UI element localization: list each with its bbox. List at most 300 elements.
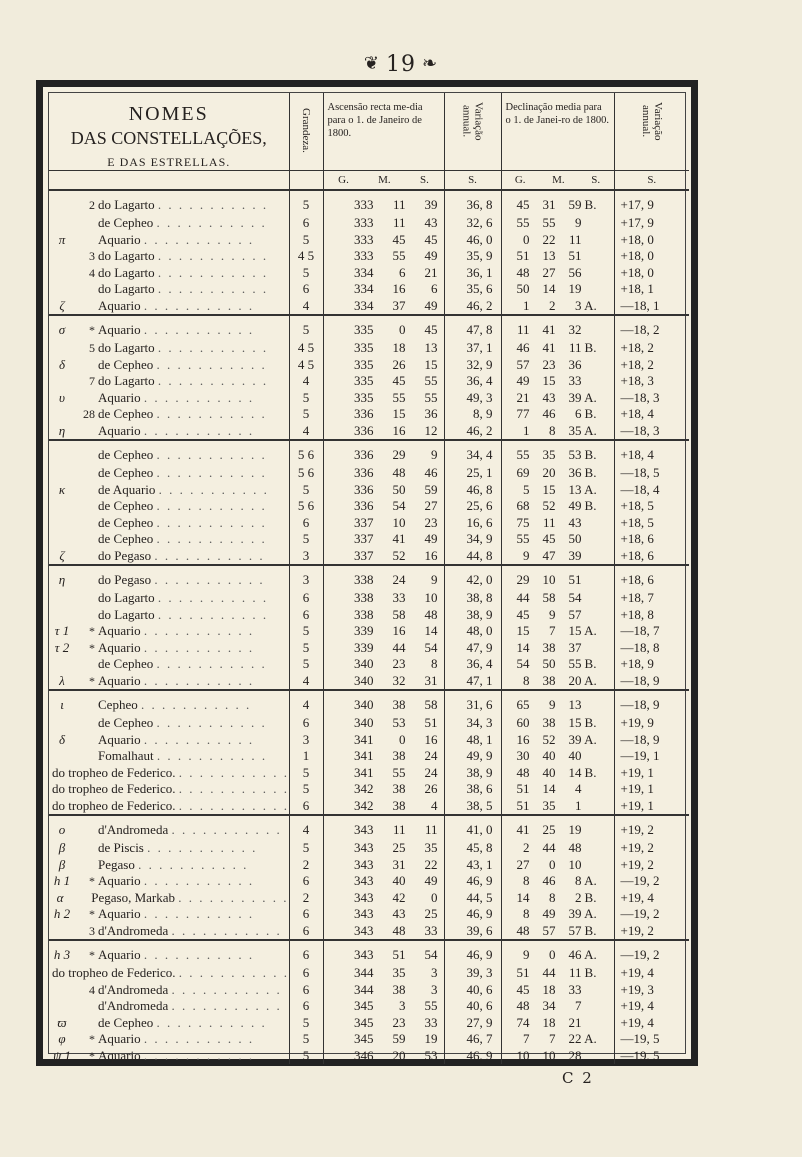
- dec-degrees: 50: [516, 281, 530, 296]
- dec-hemisphere: [582, 265, 600, 282]
- dec-var-unit: S.: [614, 171, 689, 191]
- ra-cell: [323, 640, 444, 657]
- dec-cell: [501, 440, 614, 465]
- star-name-cell: [49, 482, 289, 499]
- dec-degrees: 57: [516, 356, 530, 372]
- magnitude-cell: 5: [289, 640, 323, 657]
- ra-variation-cell: 35, 9: [444, 248, 501, 265]
- magnitude-cell: 6: [289, 590, 323, 607]
- ra-minutes: 26: [392, 356, 406, 372]
- ra-degrees: 337: [354, 547, 374, 563]
- dec-variation-cell: +19, 1: [614, 765, 689, 782]
- table-row: [49, 190, 689, 215]
- star-name-wrap: [52, 798, 289, 815]
- leader-dots: . . . . . . . . . . .: [138, 856, 249, 872]
- star-number: [75, 465, 98, 482]
- star-number: 28: [83, 407, 95, 421]
- star-name: do Lagarto: [98, 590, 155, 605]
- star-number: *: [89, 947, 95, 962]
- star-name-wrap: [98, 406, 289, 423]
- star-name: de Cepheo: [98, 406, 154, 421]
- dec-hemisphere: B.: [584, 340, 597, 355]
- dec-minutes: 0: [549, 856, 556, 872]
- dec-seconds: 39: [568, 547, 582, 563]
- ra-seconds: 26: [424, 781, 438, 796]
- dec-hemisphere: [582, 697, 600, 714]
- star-name-wrap: [98, 640, 289, 657]
- dec-minutes: 58: [542, 590, 556, 605]
- star-name-wrap: [98, 298, 289, 315]
- dec-hemisphere: B.: [584, 764, 597, 780]
- dec-variation-cell: +18, 2: [614, 340, 689, 357]
- dec-minutes: 7: [549, 1031, 556, 1046]
- dec-cell: [501, 482, 614, 499]
- ra-variation-cell: 8, 9: [444, 406, 501, 423]
- star-name-cell: [49, 623, 289, 640]
- ra-variation-cell: 36, 1: [444, 265, 501, 282]
- ra-degrees: 333: [354, 231, 374, 247]
- ra-variation-cell: 46, 8: [444, 482, 501, 499]
- dec-variation-cell: +19, 9: [614, 715, 689, 732]
- dec-cell: [501, 673, 614, 691]
- ra-seconds: 49: [424, 873, 438, 888]
- star-number: [75, 857, 98, 874]
- ra-minutes: 16: [392, 422, 406, 438]
- star-name-wrap: [52, 765, 289, 782]
- dec-degrees: 60: [516, 715, 530, 730]
- ra-variation-cell: 25, 6: [444, 498, 501, 515]
- ra-minutes: 55: [392, 389, 406, 405]
- ra-cell: [323, 232, 444, 249]
- leader-dots: . . . . . . . . . . .: [156, 514, 267, 530]
- ra-degrees: 343: [354, 873, 374, 888]
- dec-degrees: 0: [523, 231, 530, 247]
- ra-cell: [323, 940, 444, 965]
- dec-degrees: 45: [516, 981, 530, 997]
- ra-degrees: 336: [354, 422, 374, 438]
- magnitude-cell: 5: [289, 765, 323, 782]
- ra-degrees: 343: [354, 906, 374, 921]
- dec-minutes: 13: [542, 248, 556, 263]
- star-number: 2: [89, 197, 95, 212]
- star-name: Aquario: [98, 623, 141, 638]
- greek-letter: ι: [60, 696, 64, 712]
- table-row: [49, 340, 689, 357]
- leader-dots: . . . . . . . . . . .: [157, 248, 269, 263]
- star-name-cell: [49, 781, 289, 798]
- ra-variation-cell: 41, 0: [444, 815, 501, 840]
- ra-cell: [323, 815, 444, 840]
- table-row: [49, 690, 689, 715]
- dec-variation-cell: +17, 9: [614, 215, 689, 232]
- header-row: [49, 93, 689, 171]
- star-name-wrap: [98, 340, 289, 357]
- dec-cell: [501, 623, 614, 640]
- dec-hemisphere: B.: [584, 965, 597, 980]
- dec-variation-cell: —18, 4: [614, 482, 689, 499]
- dec-variation-cell: —18, 9: [614, 690, 689, 715]
- page-number: 19: [386, 52, 416, 77]
- ra-minutes: 29: [392, 446, 406, 462]
- ra-variation-cell: 38, 9: [444, 765, 501, 782]
- table-row: [49, 840, 689, 857]
- ra-seconds: 45: [424, 231, 438, 247]
- dec-cell: [501, 515, 614, 532]
- star-name: de Cepheo: [98, 1014, 154, 1030]
- dec-minutes: 47: [542, 547, 556, 563]
- ra-cell: [323, 1015, 444, 1032]
- leader-dots: . . . . . . . . . . .: [178, 965, 289, 980]
- dec-variation-cell: +19, 4: [614, 890, 689, 907]
- star-name: de Cepheo: [98, 465, 154, 480]
- dec-hemisphere: B.: [584, 498, 597, 513]
- ra-minutes: 55: [392, 248, 406, 263]
- ra-seconds: 3: [431, 981, 438, 997]
- dec-degrees: 48: [516, 764, 530, 780]
- star-name-wrap: [98, 697, 289, 714]
- star-number: [75, 590, 98, 607]
- magnitude-cell: 6: [289, 607, 323, 624]
- magnitude-cell: 5: [289, 265, 323, 282]
- dec-degrees: 48: [516, 264, 530, 280]
- dec-seconds: 7: [575, 998, 582, 1013]
- dec-minutes: 52: [542, 498, 556, 513]
- ra-seconds: 43: [424, 215, 438, 230]
- magnitude-cell: 6: [289, 798, 323, 816]
- page-header: [0, 52, 802, 77]
- ra-seconds: 55: [424, 389, 438, 405]
- ra-degrees: 335: [354, 373, 374, 388]
- ra-degrees: 335: [354, 340, 374, 355]
- table-row: [49, 440, 689, 465]
- ra-minutes: 16: [392, 281, 406, 296]
- magnitude-cell: 6: [289, 715, 323, 732]
- star-name-cell: [49, 748, 289, 765]
- dec-variation-cell: —19, 2: [614, 906, 689, 923]
- greek-letter: τ 1: [54, 623, 70, 638]
- dec-minutes: 22: [542, 231, 556, 247]
- ra-variation-cell: 47, 9: [444, 640, 501, 657]
- ra-variation-cell: 32, 9: [444, 357, 501, 374]
- ra-minutes: 48: [392, 922, 406, 938]
- ra-cell: [323, 373, 444, 390]
- star-name: do tropheo de Federico.: [52, 797, 176, 813]
- leader-dots: . . . . . . . . . . .: [156, 406, 267, 421]
- dec-seconds: 48: [568, 840, 582, 855]
- dec-degrees: 41: [516, 821, 530, 837]
- units-empty-mag: [289, 171, 323, 191]
- dec-variation-cell: +19, 4: [614, 1015, 689, 1032]
- ra-minutes: 25: [392, 840, 406, 855]
- ra-variation-cell: 43, 1: [444, 857, 501, 874]
- table-row: [49, 748, 689, 765]
- dec-seconds: 39: [568, 389, 582, 405]
- greek-letter: ψ 1: [53, 1047, 71, 1063]
- ra-degrees: 338: [354, 571, 374, 587]
- star-number: *: [89, 322, 95, 337]
- star-name: do Pegaso: [98, 547, 152, 563]
- star-number: [75, 390, 98, 407]
- dec-degrees: 55: [516, 215, 530, 230]
- ra-minutes: 0: [399, 321, 406, 337]
- ra-minutes: 38: [392, 696, 406, 712]
- table-row: [49, 531, 689, 548]
- greek-letter: λ: [59, 672, 65, 688]
- star-name-wrap: [98, 572, 289, 589]
- table-row: [49, 815, 689, 840]
- dec-hemisphere: [582, 232, 600, 249]
- ra-minutes: 0: [399, 731, 406, 747]
- magnitude-cell: 5: [289, 531, 323, 548]
- greek-letter: φ: [58, 1031, 66, 1046]
- ra-cell: [323, 840, 444, 857]
- greek-letter: π: [58, 231, 66, 247]
- magnitude-cell: 5: [289, 781, 323, 798]
- ra-variation-cell: 49, 3: [444, 390, 501, 407]
- leader-dots: . . . . . . . . . . .: [178, 764, 289, 780]
- dec-variation-cell: —18, 9: [614, 732, 689, 749]
- ra-minutes: 40: [392, 873, 406, 888]
- star-name-wrap: [98, 998, 289, 1015]
- leader-dots: . . . . . . . . . . .: [171, 821, 282, 837]
- ra-cell: [323, 607, 444, 624]
- star-name: do Lagarto: [98, 281, 155, 296]
- dec-minutes: 44: [542, 840, 556, 855]
- greek-letter: ζ: [59, 297, 65, 313]
- table-row: [49, 498, 689, 515]
- leader-dots: . . . . . . . . . . .: [157, 590, 269, 605]
- dec-variation-cell: +19, 2: [614, 840, 689, 857]
- units-empty: [49, 171, 289, 191]
- magnitude-cell: 4: [289, 298, 323, 316]
- table-row: [49, 1048, 689, 1065]
- ra-cell: [323, 265, 444, 282]
- greek-letter: h 2: [53, 906, 71, 921]
- star-name-wrap: [98, 906, 289, 923]
- star-number: [75, 498, 98, 515]
- star-name-cell: [49, 298, 289, 316]
- dec-seconds: 11: [568, 340, 582, 355]
- dec-cell: [501, 890, 614, 907]
- star-number: *: [89, 640, 95, 655]
- dec-cell: [501, 565, 614, 590]
- dec-hemisphere: [582, 590, 600, 607]
- ra-degrees: 343: [354, 922, 374, 938]
- star-name: do tropheo de Federico.: [52, 764, 176, 780]
- dec-variation-cell: +18, 0: [614, 248, 689, 265]
- ra-seconds: 16: [424, 731, 438, 747]
- ra-minutes: 11: [392, 196, 406, 212]
- magnitude-cell: 6: [289, 982, 323, 999]
- ra-seconds: 12: [424, 422, 438, 438]
- dec-degrees: 51: [516, 965, 530, 980]
- magnitude-cell: 4: [289, 423, 323, 441]
- ra-minutes: 6: [399, 264, 406, 280]
- dec-seconds: 13: [568, 481, 582, 497]
- leader-dots: . . . . . . . . . . .: [157, 606, 269, 622]
- greek-letter: [49, 265, 75, 282]
- magnitude-cell: 6: [289, 998, 323, 1015]
- dec-variation-cell: +18, 2: [614, 357, 689, 374]
- dec-degrees: 16: [516, 731, 530, 747]
- table-inner-border: [48, 92, 686, 1063]
- dec-cell: [501, 298, 614, 316]
- star-name-cell: [49, 640, 289, 657]
- dec-hemisphere: [582, 822, 600, 839]
- ra-variation-cell: 39, 3: [444, 965, 501, 982]
- table-row: [49, 548, 689, 566]
- ra-variation-cell: 46, 9: [444, 873, 501, 890]
- ra-seconds: 16: [424, 547, 438, 563]
- ra-minutes: 54: [392, 498, 406, 513]
- ra-seconds: 24: [424, 764, 438, 780]
- ra-seconds: 13: [424, 340, 438, 355]
- magnitude-cell: 5: [289, 656, 323, 673]
- star-name-cell: [49, 190, 289, 215]
- ra-cell: [323, 623, 444, 640]
- greek-letter: h 1: [53, 873, 71, 888]
- dec-seconds: 53: [568, 446, 582, 462]
- star-name-cell: [49, 890, 289, 907]
- dec-minutes: 40: [542, 748, 556, 763]
- star-name-wrap: [98, 531, 289, 548]
- star-name-wrap: [98, 447, 289, 464]
- star-name-wrap: [98, 923, 289, 940]
- dec-minutes: 25: [542, 821, 556, 837]
- ra-variation-cell: 46, 0: [444, 232, 501, 249]
- ra-degrees: 340: [354, 672, 374, 688]
- ra-seconds: 24: [424, 748, 438, 763]
- leader-dots: . . . . . . . . . . .: [157, 281, 269, 296]
- dec-minutes: 46: [542, 873, 556, 888]
- ra-degrees: 337: [354, 531, 374, 546]
- ra-cell: [323, 906, 444, 923]
- signature-mark: C 2: [562, 1069, 594, 1087]
- dec-hemisphere: B.: [584, 922, 597, 938]
- table-row: [49, 607, 689, 624]
- ra-variation-cell: 46, 9: [444, 940, 501, 965]
- star-name-wrap: [98, 590, 289, 607]
- ra-degrees: 336: [354, 498, 374, 513]
- greek-letter: [49, 531, 75, 548]
- dec-minutes: 45: [542, 531, 556, 546]
- ra-cell: [323, 315, 444, 340]
- star-name-cell: [49, 940, 289, 965]
- star-name: do tropheo de Federico.: [52, 965, 176, 980]
- ra-cell: [323, 190, 444, 215]
- dec-hemisphere: [582, 998, 600, 1015]
- dec-minutes: 41: [542, 321, 556, 337]
- star-name-wrap: [98, 982, 289, 999]
- greek-letter: [49, 607, 75, 624]
- dec-variation-cell: —19, 2: [614, 873, 689, 890]
- ra-variation-cell: 46, 7: [444, 1031, 501, 1048]
- dec-minutes: 18: [542, 981, 556, 997]
- greek-letter: [49, 248, 75, 265]
- dec-hemisphere: [582, 322, 600, 339]
- star-name: Pegaso, Markab: [91, 889, 175, 905]
- star-number: [75, 482, 98, 499]
- ra-degrees: 345: [354, 998, 374, 1013]
- star-number: [75, 447, 98, 464]
- dec-seconds: 35: [568, 422, 582, 438]
- star-number: [75, 232, 98, 249]
- table-row: [49, 715, 689, 732]
- leader-dots: . . . . . . . . . . .: [178, 781, 289, 796]
- dec-seconds: 51: [568, 571, 582, 587]
- dec-degrees: 51: [516, 781, 530, 796]
- star-number: 3: [89, 923, 95, 938]
- ra-variation-cell: 48, 1: [444, 732, 501, 749]
- ra-cell: [323, 890, 444, 907]
- dec-seconds: 33: [568, 373, 582, 388]
- dec-degrees: 65: [516, 696, 530, 712]
- ra-variation-cell: 42, 0: [444, 565, 501, 590]
- dec-degrees: 29: [516, 571, 530, 587]
- dec-hemisphere: B.: [584, 889, 597, 905]
- star-name-cell: [49, 998, 289, 1015]
- dec-seconds: 21: [568, 1014, 582, 1030]
- ra-degrees: 344: [354, 981, 374, 997]
- ra-minutes: 38: [392, 981, 406, 997]
- ra-seconds: 53: [424, 1047, 438, 1063]
- dec-variation-cell: +18, 9: [614, 656, 689, 673]
- dec-hemisphere: B.: [584, 446, 597, 462]
- dec-variation-cell: +17, 9: [614, 190, 689, 215]
- dec-minutes: 10: [542, 571, 556, 587]
- ra-variation-label: Variação annual.: [460, 101, 485, 141]
- star-name-cell: [49, 923, 289, 941]
- ra-variation-cell: 36, 4: [444, 373, 501, 390]
- ra-seconds: 8: [431, 656, 438, 671]
- table-row: [49, 623, 689, 640]
- dec-minutes: 52: [542, 731, 556, 747]
- ra-seconds: 10: [424, 590, 438, 605]
- greek-letter: ϖ: [57, 1014, 67, 1030]
- ra-degrees: 341: [354, 731, 374, 747]
- ra-variation-cell: 49, 9: [444, 748, 501, 765]
- dec-variation-cell: —19, 1: [614, 748, 689, 765]
- ra-variation-cell: 38, 6: [444, 781, 501, 798]
- dec-degrees: 51: [516, 248, 530, 263]
- ra-seconds: 9: [431, 446, 438, 462]
- star-name: Aquario: [98, 389, 141, 405]
- dec-cell: [501, 765, 614, 782]
- leader-dots: . . . . . . . . . . .: [143, 1047, 255, 1063]
- star-number: 5: [89, 341, 95, 355]
- greek-letter: [49, 998, 75, 1015]
- ra-cell: [323, 565, 444, 590]
- header-title-constellations: DAS CONSTELLAÇÕES,: [70, 128, 267, 148]
- ra-degrees: 338: [354, 606, 374, 622]
- dec-variation-cell: +19, 2: [614, 815, 689, 840]
- dec-cell: [501, 940, 614, 965]
- magnitude-cell: 3: [289, 732, 323, 749]
- dec-variation-cell: +18, 5: [614, 498, 689, 515]
- table-frame: [36, 80, 698, 1066]
- greek-letter: [49, 406, 75, 423]
- dec-variation-cell: +18, 6: [614, 548, 689, 566]
- ra-seconds: 21: [424, 264, 438, 280]
- star-name-cell: [49, 315, 289, 340]
- ra-degrees: 335: [354, 321, 374, 337]
- greek-letter: [49, 340, 75, 357]
- dec-cell: [501, 815, 614, 840]
- dec-hemisphere: [582, 640, 600, 657]
- dec-cell: [501, 498, 614, 515]
- unit-dm: M.: [552, 174, 565, 186]
- ra-variation-cell: 40, 6: [444, 982, 501, 999]
